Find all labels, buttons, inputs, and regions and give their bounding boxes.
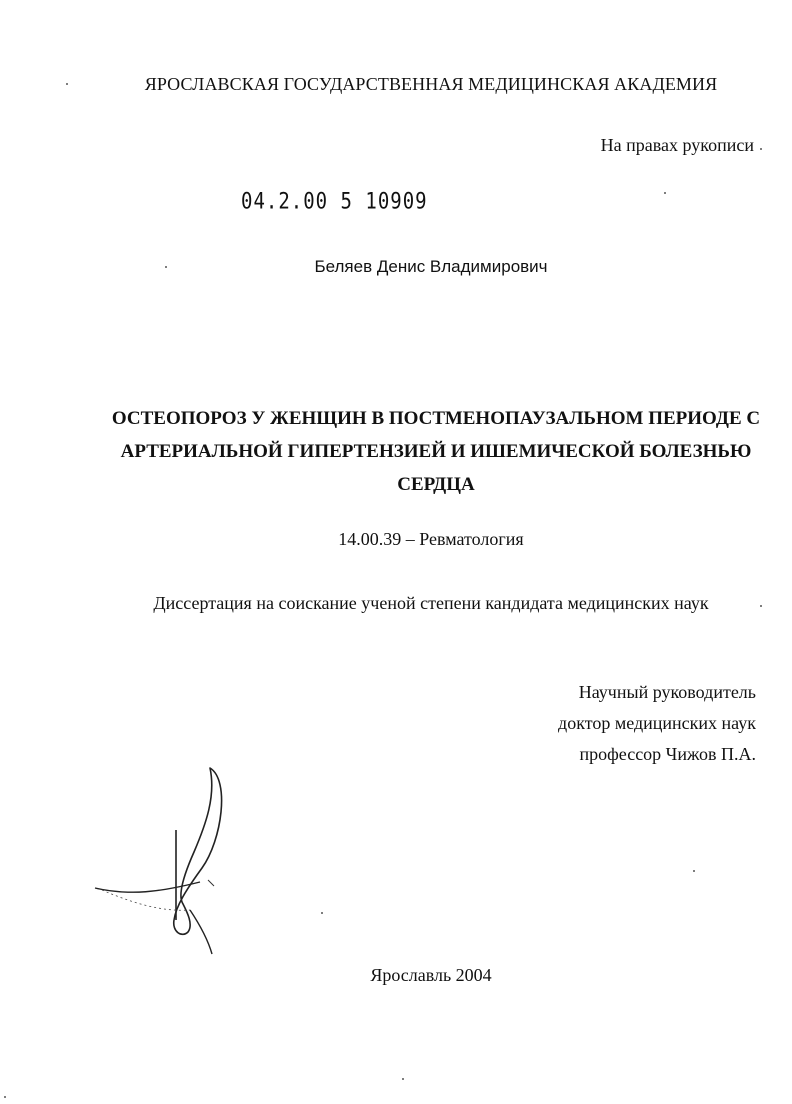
- title-line-2: АРТЕРИАЛЬНОЙ ГИПЕРТЕНЗИЕЙ И ИШЕМИЧЕСКОЙ БОЛЕЗНЬЮ: [120, 441, 752, 462]
- scan-speck: [321, 912, 323, 914]
- dissertation-description: Диссертация на соискание ученой степени кандидата медицинских наук: [153, 593, 709, 613]
- scan-speck: [693, 870, 695, 872]
- signature-icon: [90, 760, 240, 960]
- city-year: Ярославль 2004: [370, 965, 492, 985]
- supervisor-name: профессор Чижов П.А.: [579, 744, 756, 764]
- author-name: Беляев Денис Владимирович: [314, 257, 548, 276]
- registration-stamp-number: 04.2.00 5 10909: [241, 189, 428, 215]
- title-line-3: СЕРДЦА: [397, 474, 475, 495]
- supervisor-role: Научный руководитель: [578, 682, 756, 702]
- scan-speck: [664, 192, 666, 194]
- title-line-1: ОСТЕОПОРОЗ У ЖЕНЩИН В ПОСТМЕНОПАУЗАЛЬНОМ ПЕРИОДЕ С: [111, 408, 761, 429]
- scan-speck: [4, 1096, 6, 1098]
- dissertation-title: [60, 402, 792, 501]
- scan-speck: [165, 266, 167, 268]
- scan-speck: [760, 605, 762, 607]
- manuscript-rights-note: На правах рукописи: [600, 135, 754, 155]
- supervisor-degree: доктор медицинских наук: [558, 713, 756, 733]
- scan-speck: [66, 83, 68, 85]
- scan-speck: [760, 148, 762, 150]
- specialty-code: 14.00.39 – Ревматология: [338, 529, 524, 549]
- scan-speck: [402, 1078, 404, 1080]
- supervisor-block: [558, 677, 756, 770]
- institution-name: ЯРОСЛАВСКАЯ ГОСУДАРСТВЕННАЯ МЕДИЦИНСКАЯ АКАДЕМИЯ: [144, 74, 718, 94]
